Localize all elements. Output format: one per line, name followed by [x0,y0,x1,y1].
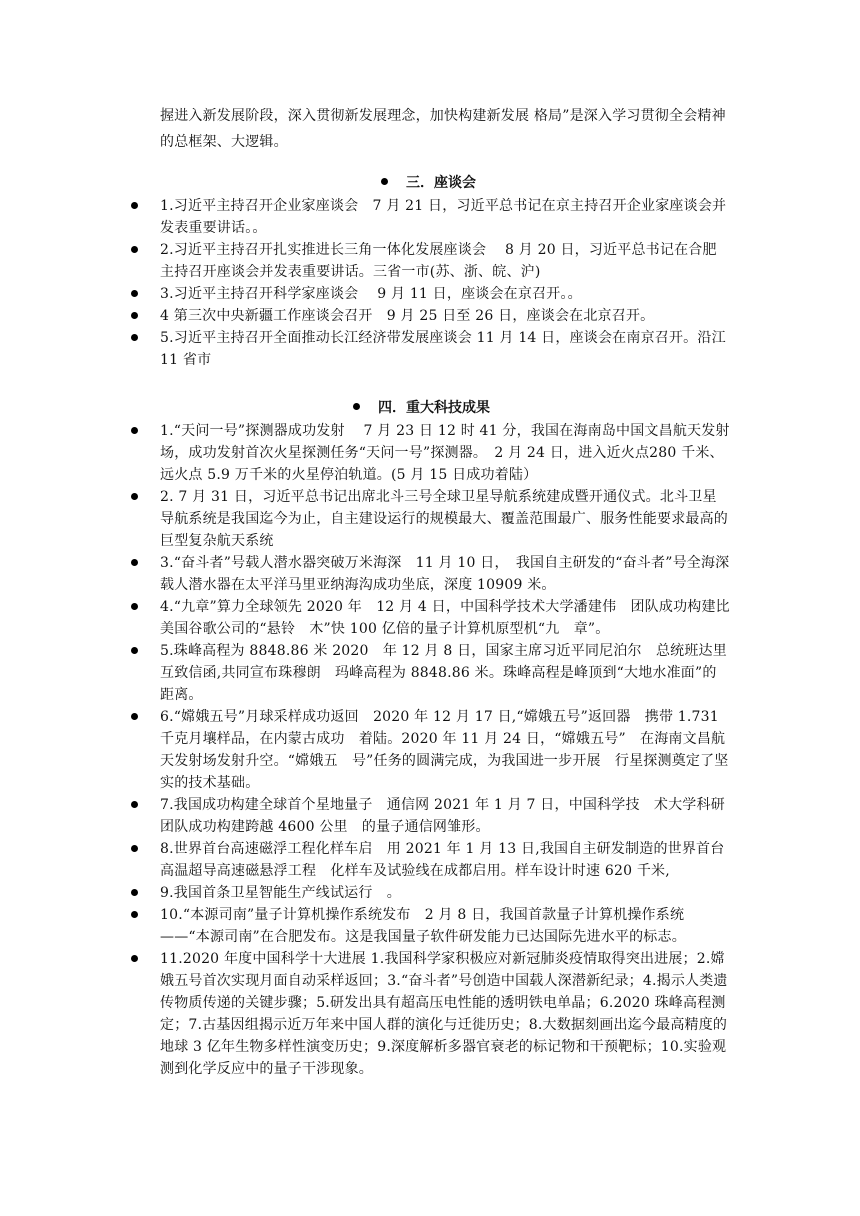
heading-bullet-icon [381,178,388,185]
list-item-text: 2. 7 月 31 日，习近平总书记出席北斗三号全球卫星导航系统建成暨开通仪式。北斗卫星导航系统是我国迄今为止，自主建设运行的规模最大、覆盖范围最广、服务性能要求最高的巨型复杂航天系统 [160,489,728,549]
section-heading-4-text: 四．重大科技成果 [378,400,490,416]
list-item [0,706,730,794]
list-item-text: 6.“嫦娥五号”月球采样成功返回 2020 年 12 月 17 日,“嫦娥五号”返回器 携带 1.731千克月壤样品，在内蒙古成功 着陆。2020 年 11 月 24 日，“嫦娥五号” 在海南文昌航天发射场发射升空。“嫦娥五 号”任务的圆满完成，为我国进一步开展 行星探测奠定了坚实的技术基础。 [160,709,729,791]
section-heading-4 [353,397,490,419]
list-item [0,420,730,486]
section-heading-3 [381,172,476,194]
bullet-icon [131,312,138,319]
list-item [0,948,730,1080]
list-item-text: 3.习近平主持召开科学家座谈会 9 月 11 日，座谈会在京召开。。 [160,286,582,302]
section-4-list [0,420,860,1080]
bullet-icon [131,845,138,852]
list-item-text: 10.“本源司南”量子计算机操作系统发布 2 月 8 日，我国首款量子计算机操作系统——“本源司南”在合肥发布。这是我国量子软件研发能力已达国际先进水平的标志。 [160,907,686,945]
list-item-text: 2.习近平主持召开扎实推进长三角一体化发展座谈会 8 月 20 日，习近平总书记在合肥主持召开座谈会并发表重要讲话。三省一市(苏、浙、皖、沪) [160,242,717,280]
list-item [0,882,730,904]
bullet-icon [131,559,138,566]
list-item [0,640,730,706]
bullet-icon [131,955,138,962]
bullet-icon [131,889,138,896]
list-item-text: 3.“奋斗者”号载人潜水器突破万米海深 11 月 10 日， 我国自主研发的“奋斗者”号全海深载人潜水器在太平洋马里亚纳海沟成功坐底，深度 10909 米。 [160,555,730,593]
bullet-icon [131,603,138,610]
section-heading-3-text: 三．座谈会 [406,175,476,191]
bullet-icon [131,427,138,434]
list-item [0,283,730,305]
bullet-icon [131,647,138,654]
list-item [0,486,730,552]
list-item-text: 4.“九章”算力全球领先 2020 年 12 月 4 日，中国科学技术大学潘建伟 团队成功构建比美国谷歌公司的“悬铃 木”快 100 亿倍的量子计算机原型机“九 章”。 [160,599,730,637]
list-item-text: 7.我国成功构建全球首个星地量子 通信网 2021 年 1 月 7 日，中国科学技 术大学科研团队成功构建跨越 4600 公里 的量子通信网雏形。 [160,797,725,835]
list-item-text: 5.珠峰高程为 8848.86 米 2020 年 12 月 8 日，国家主席习近平同尼泊尔 总统班达里互致信函,共同宣布珠穆朗 玛峰高程为 8848.86 米。珠峰高程是峰顶到“大地水准面”的距离。 [160,643,727,703]
bullet-icon [131,334,138,341]
list-item [0,552,730,596]
list-item [0,904,730,948]
list-item [0,305,730,327]
list-item [0,327,730,371]
bullet-icon [131,801,138,808]
heading-bullet-icon [353,403,360,410]
section-3-list [0,195,860,371]
list-item [0,838,730,882]
list-item-text: 1.习近平主持召开企业家座谈会 7 月 21 日，习近平总书记在京主持召开企业家座谈会并发表重要讲话。。 [160,198,727,236]
list-item [0,195,730,239]
list-item [0,596,730,640]
list-item [0,794,730,838]
bullet-icon [131,493,138,500]
list-item-text: 11.2020 年度中国科学十大进展 1.我国科学家积极应对新冠肺炎疫情取得突出进展；2.嫦娥五号首次实现月面自动采样返回；3.“奋斗者”号创造中国载人深潜新纪录；4.揭示人类遗传物质传递的关键步骤；5.研发出具有超高压电性能的透明铁电单晶；6.2020 珠峰高程测定；7.古基因组揭示近万年来中国人群的演化与迁徙历史；8.大数据刻画出迄今最高精度的地球 3 亿年生物多样性演变历史；9.深度解析多器官衰老的标记物和干预靶标；10.实验观测到化学反应中的量子干涉现象。 [160,951,728,1077]
list-item [0,239,730,283]
list-item-text: 5.习近平主持召开全面推动长江经济带发展座谈会 11 月 14 日，座谈会在南京召开。沿江 11 省市 [160,330,726,368]
list-item-text: 4 第三次中央新疆工作座谈会召开 9 月 25 日至 26 日，座谈会在北京召开。 [160,308,655,324]
bullet-icon [131,713,138,720]
list-item-text: 1.“天问一号”探测器成功发射 7 月 23 日 12 时 41 分，我国在海南岛中国文昌航天发射场，成功发射首次火星探测任务“天问一号”探测器。 2 月 24 日，进入近火点280 千米、远火点 5.9 万千米的火星停泊轨道。(5 月 15 日成功着陆） [160,423,730,483]
list-item-text: 9.我国首条卫星智能生产线试运行 。 [160,885,401,901]
bullet-icon [131,911,138,918]
bullet-icon [131,246,138,253]
intro-paragraph: 握进入新发展阶段，深入贯彻新发展理念，加快构建新发展 格局”是深入学习贯彻全会精神的总框架、大逻辑。 [160,108,726,150]
bullet-icon [131,290,138,297]
list-item-text: 8.世界首台高速磁浮工程化样车启 用 2021 年 1 月 13 日,我国自主研发制造的世界首台高温超导高速磁悬浮工程 化样车及试验线在成都启用。样车设计时速 620 千米, [160,841,725,879]
bullet-icon [131,202,138,209]
